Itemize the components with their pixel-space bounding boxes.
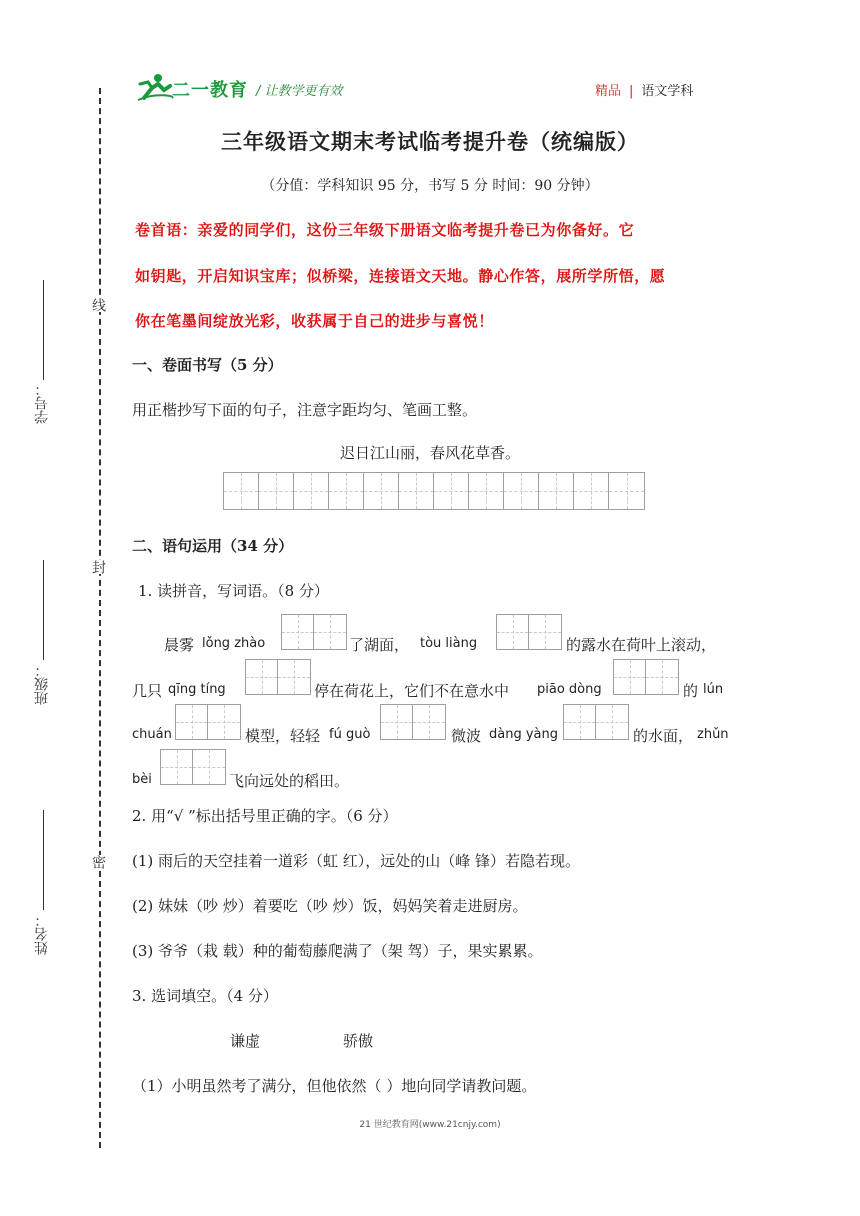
q1-text: 的水面， (633, 727, 694, 745)
q1-text: 了湖面， (349, 636, 410, 654)
header-subject (595, 80, 693, 99)
premium-badge: 精品 (595, 84, 622, 99)
copy-sentence: 迟日江山丽，春风花草香。 (339, 444, 520, 462)
pinyin-touliang: tòu liàng (420, 636, 478, 651)
answer-grid-dangyang[interactable] (563, 704, 629, 740)
answer-grid-piaodong[interactable] (613, 659, 679, 695)
q1-text: 飞向远处的稻田。 (229, 772, 350, 790)
pinyin-qingting: qīng tíng (168, 682, 226, 697)
header-separator: | (629, 84, 634, 99)
preface-line-2: 如钥匙，开启知识宝库；似桥梁，连接语文天地。静心作答，展所学所悟，愿 (135, 267, 666, 285)
binding-dashed-line (99, 88, 101, 1148)
q1-text: 几只 (132, 682, 163, 700)
q1-text: 晨雾 (164, 636, 195, 654)
pinyin-dangyang: dàng yàng (489, 727, 558, 742)
copy-writing-grid[interactable] (223, 472, 645, 510)
answer-grid-zhunbei[interactable] (160, 749, 226, 785)
answer-grid-lunchuan[interactable] (175, 704, 241, 740)
section1-instruction: 用正楷抄写下面的句子，注意字距均匀、笔画工整。 (132, 401, 478, 419)
q1-text: 的 (683, 682, 699, 700)
exam-meta: （分值：学科知识 95 分，书写 5 分 时间：90 分钟） (261, 178, 599, 194)
q2-item-3: (3) 爷爷（栽 载）种的葡萄藤爬满了（架 驾）子，果实累累。 (132, 942, 543, 960)
preface-line-3: 你在笔墨间绽放光彩，收获属于自己的进步与喜悦！ (135, 312, 494, 330)
q1-text: 微波 (451, 727, 482, 745)
preface-line-1: 卷首语：亲爱的同学们，这份三年级下册语文临考提升卷已为你备好。它 (135, 221, 635, 239)
pinyin-piaodong: piāo dòng (537, 682, 602, 697)
q3-item-1: （1）小明虽然考了满分，但他依然（ ）地向同学请教问题。 (132, 1077, 537, 1095)
xingming-label: 姓名： (34, 913, 50, 955)
q3-word-2: 骄傲 (343, 1032, 374, 1050)
xingming-fill-line (43, 810, 44, 910)
xuehao-label: 学号： (34, 382, 50, 424)
pinyin-zhunbei: bèi (132, 772, 152, 787)
pinyin-lunchuan: chuán (132, 727, 172, 742)
brand-name: 二一教育 (172, 80, 248, 101)
q2-item-1: (1) 雨后的天空挂着一道彩（虹 红），远处的山（峰 锋）若隐若现。 (132, 852, 581, 870)
pinyin-zhunbei: zhǔn (697, 727, 729, 742)
section1-heading: 一、卷面书写（5 分） (132, 356, 283, 374)
banji-fill-line (43, 560, 44, 660)
q1-text: 模型，轻轻 (245, 727, 321, 745)
xuehao-fill-line (43, 280, 44, 380)
pinyin-longzhao: lǒng zhào (202, 636, 266, 651)
answer-grid-fuguo[interactable] (380, 704, 446, 740)
q1-prompt: 1. 读拼音，写词语。（8 分） (138, 582, 329, 600)
q3-prompt: 3. 选词填空。（4 分） (132, 987, 278, 1005)
page-title: 三年级语文期末考试临考提升卷（统编版） (221, 129, 639, 154)
margin-mark-mi: 密 (90, 855, 106, 869)
page-footer: 21 世纪教育网(www.21cnjy.com) (359, 1120, 501, 1130)
q2-item-2: (2) 妹妹（吵 炒）着要吃（吵 炒）饭，妈妈笑着走进厨房。 (132, 897, 528, 915)
brand-slogan: / 让教学更有效 (256, 84, 343, 99)
answer-grid-longzhao[interactable] (281, 614, 347, 650)
pinyin-lunchuan: lún (703, 682, 724, 697)
banji-label: 班级： (34, 663, 50, 705)
margin-mark-feng: 封 (90, 560, 106, 574)
margin-mark-xian: 线 (90, 298, 106, 312)
q1-text: 的露水在荷叶上滚动， (566, 636, 717, 654)
q2-prompt: 2. 用“√ ”标出括号里正确的字。（6 分） (132, 807, 398, 825)
section2-heading: 二、语句运用（34 分） (132, 537, 294, 555)
answer-grid-touliang[interactable] (496, 614, 562, 650)
subject-label: 语文学科 (641, 84, 694, 99)
q3-word-1: 谦虚 (230, 1032, 261, 1050)
pinyin-fuguo: fú guò (329, 727, 371, 742)
answer-grid-qingting[interactable] (245, 659, 311, 695)
q1-text: 停在荷花上，它们不在意水中 (314, 682, 510, 700)
